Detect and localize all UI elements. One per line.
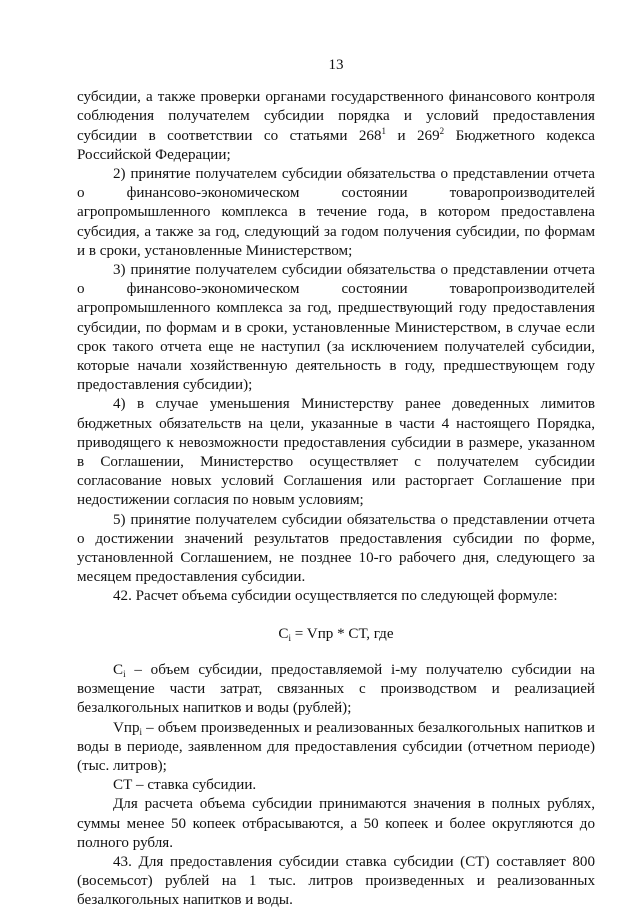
paragraph-item-3: 3) принятие получателем субсидии обязательства о представлении отчета о финансово-экономическом состоянии товаропроизводителей агропромышленного комплекса за год, предшествующий году предоставления субсидии, по формам и в сроки, установленные Министерством, в случае если срок такого отчета еще не наступил (за исключением получателей субсидии, которые начали хозяйственную деятельность в году, предшествующем году предоставления субсидии); xyxy=(77,262,595,394)
definition-text: – объем произведенных и реализованных безалкогольных напитков и воды в периоде, заявленном для предоставления субсидии (отчетном периоде) (тыс. литров); xyxy=(77,719,595,774)
paragraph-text: субсидии, а также проверки органами государственного финансового контроля соблюдения получателем субсидии порядка и условий предоставления субсидии в соответствии со статьями 268 xyxy=(77,89,595,144)
definition-symbol: Vпр xyxy=(113,719,140,736)
definition-st: СТ – ставка субсидии. xyxy=(113,777,257,794)
paragraph-rounding: Для расчета объема субсидии принимаются значения в полных рублях, суммы менее 50 копеек отбрасываются, а 50 копеек и более округляются до полного рубля. xyxy=(77,796,595,851)
paragraph-subsidy-control xyxy=(77,88,595,165)
paragraph-item-5: 5) принятие получателем субсидии обязательства о представлении отчета о достижении значений результатов предоставления субсидии по форме, установленной Соглашением, не позднее 10-го рабочего дня, следующего за месяцем предоставления субсидии. xyxy=(77,511,595,586)
paragraph-42: 42. Расчет объема субсидии осуществляется по следующей формуле: xyxy=(113,588,558,605)
paragraph-text: Бюджетного кодекса Российской Федерации; xyxy=(77,127,595,163)
formula-subscript: i xyxy=(288,632,292,643)
definition-v xyxy=(77,719,595,777)
definition-subscript: i xyxy=(123,668,126,679)
superscript-1: 1 xyxy=(381,125,387,136)
page-number: 13 xyxy=(328,57,344,73)
definition-subscript: i xyxy=(139,726,143,737)
formula xyxy=(77,625,595,644)
paragraph-item-4: 4) в случае уменьшения Министерству ранее доведенных лимитов бюджетных обязательств на цели, указанные в части 4 настоящего Порядка, приводящего к невозможности предоставления субсидии в размере, указанном в Соглашении, Министерство осуществляет с получателем субсидии согласование новых условий Соглашения или расторгает Соглашение при недостижении согласия по новым условиям; xyxy=(77,396,595,509)
paragraph-text: и 269 xyxy=(386,127,440,144)
paragraph-43: 43. Для предоставления субсидии ставка субсидии (СТ) составляет 800 (восемьсот) рублей на 1 тыс. литров произведенных и реализованных безалкогольных напитков и воды. xyxy=(77,853,595,909)
formula-c: C xyxy=(278,625,289,642)
formula-rest: = Vпр * СТ, где xyxy=(291,625,394,642)
definition-symbol: C xyxy=(113,661,124,678)
definition-text: – объем субсидии, предоставляемой i-му получателю субсидии на возмещение части затрат, связанных с производством и реализацией безалкогольных напитков и воды (рублей); xyxy=(77,661,595,717)
definition-c xyxy=(77,661,595,719)
superscript-2: 2 xyxy=(439,125,445,136)
paragraph-item-2: 2) принятие получателем субсидии обязательства о представлении отчета о финансово-экономическом состоянии товаропроизводителей агропромышленного комплекса в течение года, в котором предоставлена субсидия, а также за год, следующий за годом получения субсидии, по формам и в сроки, установленные Министерством; xyxy=(77,166,595,259)
